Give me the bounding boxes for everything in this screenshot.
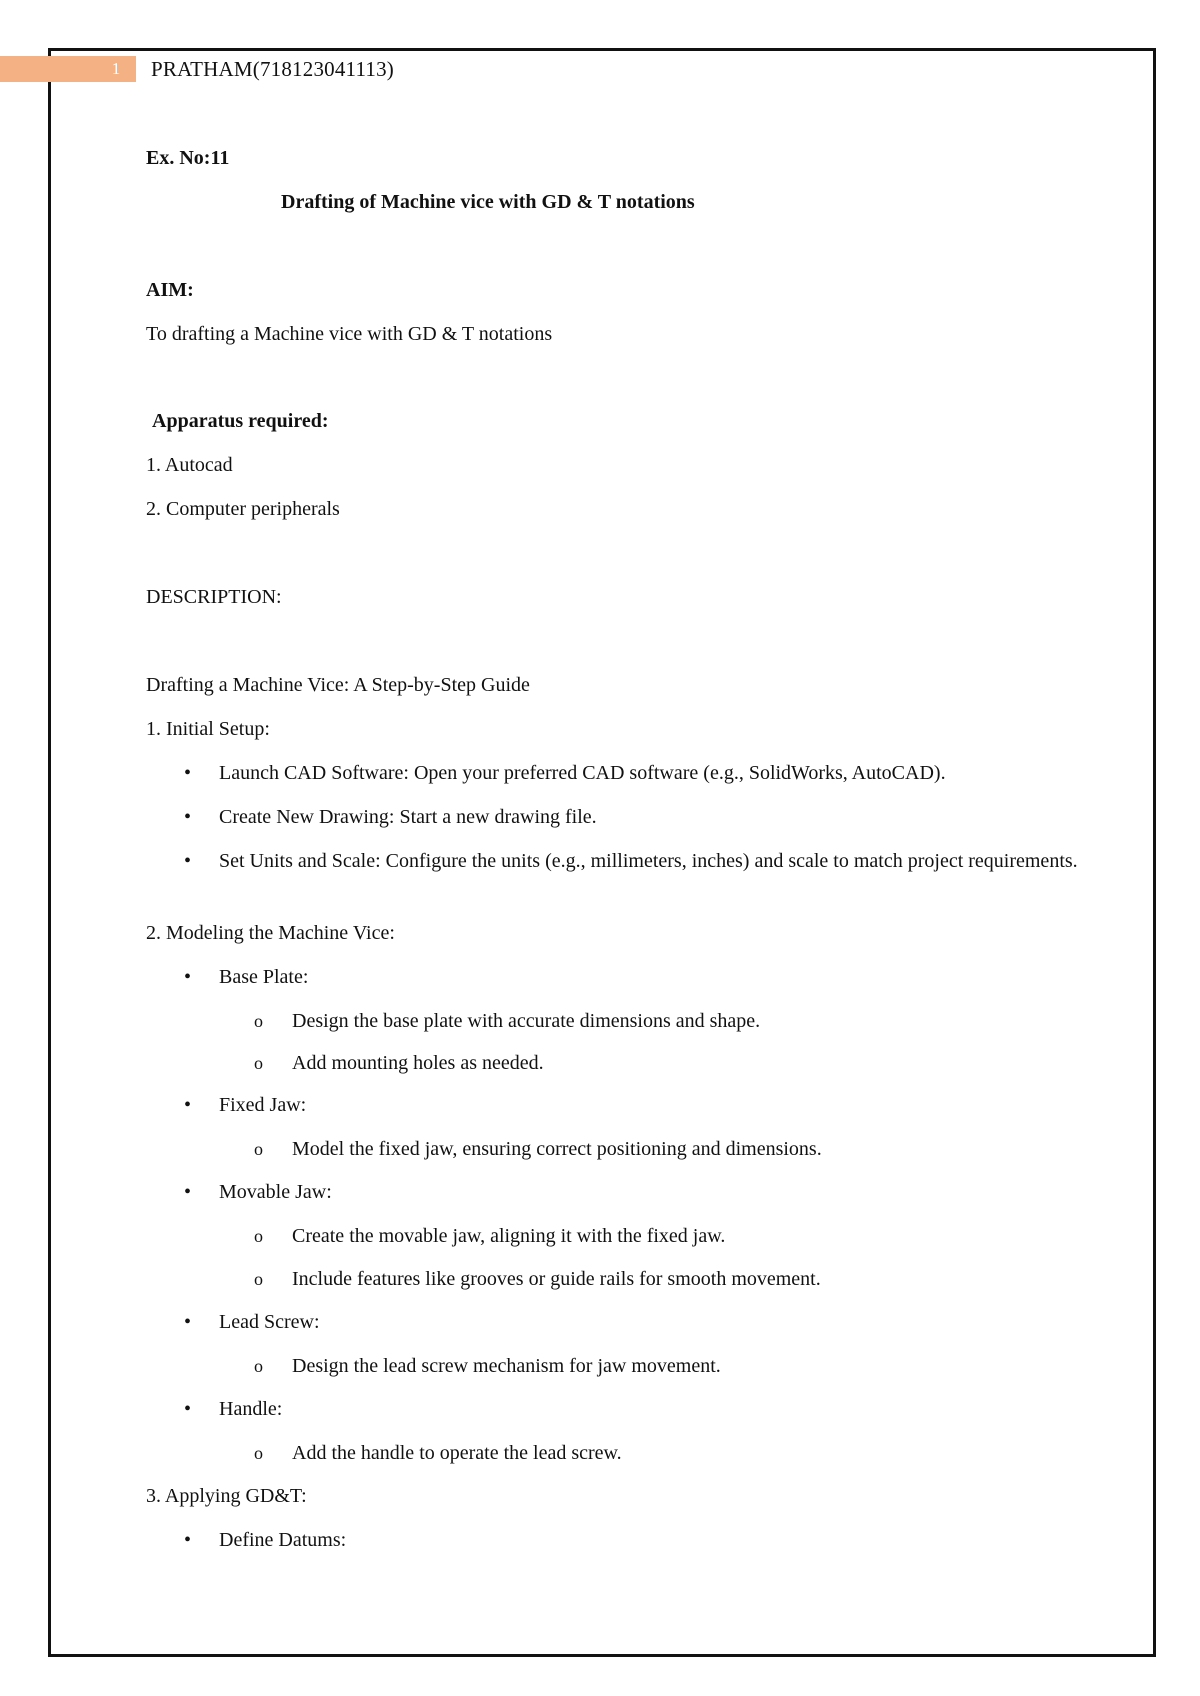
sub-bullet-icon: o: [254, 1011, 263, 1031]
bullet-icon: •: [184, 1181, 192, 1203]
list-item: Define Datums:: [219, 1529, 347, 1551]
bullet-icon: •: [184, 762, 192, 784]
sub-list-item: Design the base plate with accurate dimensions and shape.: [292, 1010, 761, 1032]
sub-list-item: Create the movable jaw, aligning it with the fixed jaw.: [292, 1225, 726, 1247]
sub-list-item: Model the fixed jaw, ensuring correct positioning and dimensions.: [292, 1138, 822, 1160]
bullet-icon: •: [184, 1311, 192, 1333]
bullet-icon: •: [184, 850, 192, 872]
sub-bullet-icon: o: [254, 1356, 263, 1376]
sub-bullet-icon: o: [254, 1226, 263, 1246]
list-item: Set Units and Scale: Configure the units (e.g., millimeters, inches) and scale to match project requirements.: [219, 850, 1078, 872]
bullet-icon: •: [184, 1094, 192, 1116]
sub-list-item: Add the handle to operate the lead screw.: [292, 1442, 622, 1464]
list-item: Handle:: [219, 1398, 283, 1420]
header-name: PRATHAM(718123041113): [151, 57, 394, 81]
bullet-icon: •: [184, 1529, 192, 1551]
exercise-number: Ex. No:11: [146, 147, 230, 169]
step2-heading: 2. Modeling the Machine Vice:: [146, 922, 395, 944]
sub-bullet-icon: o: [254, 1443, 263, 1463]
sub-bullet-icon: o: [254, 1139, 263, 1159]
sub-bullet-icon: o: [254, 1053, 263, 1073]
list-item: Fixed Jaw:: [219, 1094, 307, 1116]
bullet-icon: •: [184, 806, 192, 828]
guide-title: Drafting a Machine Vice: A Step-by-Step Guide: [146, 674, 530, 696]
apparatus-heading: Apparatus required:: [152, 410, 329, 432]
sub-list-item: Add mounting holes as needed.: [292, 1052, 544, 1074]
document-title: Drafting of Machine vice with GD & T notations: [281, 191, 695, 213]
list-item: Create New Drawing: Start a new drawing file.: [219, 806, 597, 828]
step1-heading: 1. Initial Setup:: [146, 718, 270, 740]
apparatus-item: 2. Computer peripherals: [146, 498, 340, 520]
list-item: Lead Screw:: [219, 1311, 320, 1333]
sub-list-item: Include features like grooves or guide rails for smooth movement.: [292, 1268, 821, 1290]
sub-list-item: Design the lead screw mechanism for jaw movement.: [292, 1355, 721, 1377]
step3-heading: 3. Applying GD&T:: [146, 1485, 307, 1507]
apparatus-item: 1. Autocad: [146, 454, 233, 476]
list-item: Launch CAD Software: Open your preferred CAD software (e.g., SolidWorks, AutoCAD).: [219, 762, 946, 784]
list-item: Movable Jaw:: [219, 1181, 332, 1203]
aim-text: To drafting a Machine vice with GD & T notations: [146, 323, 553, 345]
sub-bullet-icon: o: [254, 1269, 263, 1289]
description-heading: DESCRIPTION:: [146, 586, 282, 608]
bullet-icon: •: [184, 1398, 192, 1420]
page-number: 1: [111, 59, 121, 78]
aim-heading: AIM:: [146, 279, 194, 301]
list-item: Base Plate:: [219, 966, 309, 988]
bullet-icon: •: [184, 966, 192, 988]
